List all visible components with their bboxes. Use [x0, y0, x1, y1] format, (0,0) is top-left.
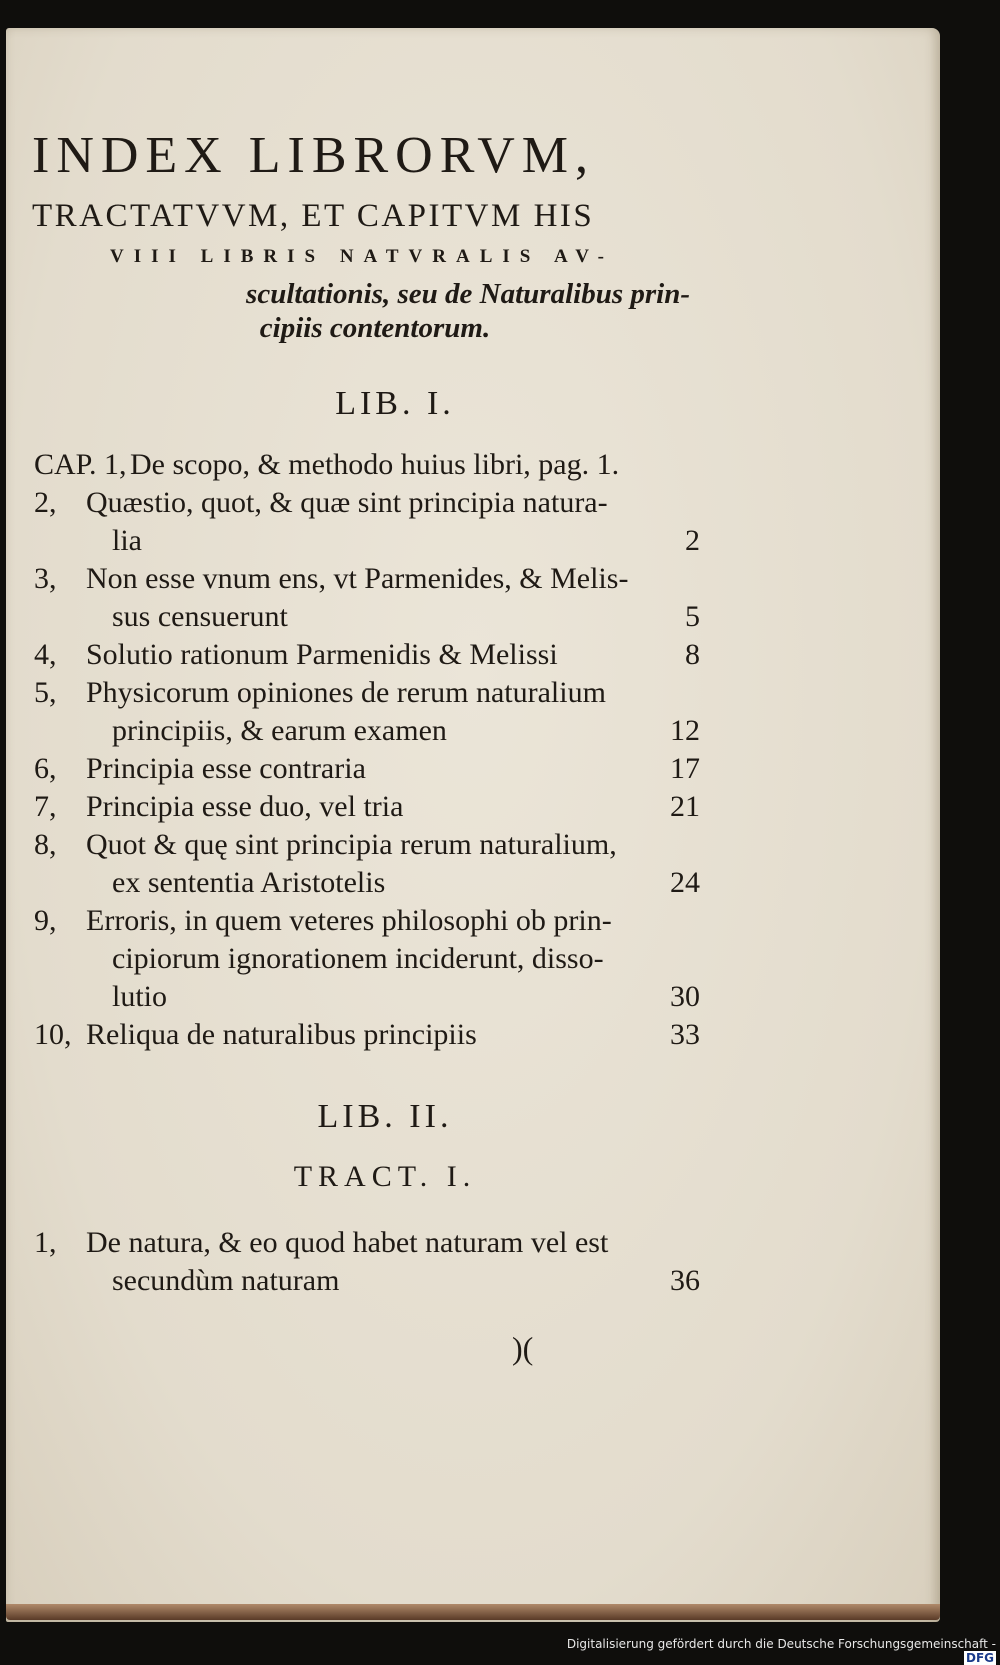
toc-entry	[34, 674, 694, 712]
book-2-heading: LIB. II.	[317, 1098, 453, 1135]
entry-page: 2	[685, 524, 700, 557]
entry-page: 33	[670, 1018, 700, 1051]
entry-title: Quot & quę sint principia rerum naturalium,	[86, 828, 617, 861]
entry-number: CAP. 1,	[34, 448, 127, 481]
header-line-1: INDEX LIBRORVM,	[32, 127, 596, 184]
entry-page: 21	[670, 790, 700, 823]
toc-entry	[34, 636, 700, 674]
entry-number: 5,	[34, 676, 57, 709]
entry-page: 30	[670, 980, 700, 1013]
toc-entry-continuation	[34, 978, 700, 1016]
entry-title: Principia esse duo, vel tria	[86, 790, 404, 823]
toc-entry	[34, 902, 694, 940]
header-line-5: cipiis contentorum.	[259, 312, 491, 344]
entry-number: 9,	[34, 904, 57, 937]
entry-number: 2,	[34, 486, 57, 519]
entry-continuation: lia	[112, 524, 142, 557]
entry-number: 1,	[34, 1226, 57, 1259]
entry-continuation: principiis, & earum examen	[112, 714, 447, 747]
toc-entry	[34, 1016, 700, 1054]
toc-entry	[34, 446, 694, 484]
entry-title: Physicorum opiniones de rerum naturalium	[86, 676, 606, 709]
header-line-3: VIII LIBRIS NATVRALIS AV-	[110, 246, 614, 267]
header-line-4: scultationis, seu de Naturalibus prin-	[246, 278, 690, 310]
entry-page: 5	[685, 600, 700, 633]
dfg-logo: DFG	[965, 1651, 994, 1665]
toc-entry-continuation	[34, 940, 694, 978]
entry-number: 6,	[34, 752, 57, 785]
entry-number: 3,	[34, 562, 57, 595]
entry-number: 7,	[34, 790, 57, 823]
entry-title: Solutio rationum Parmenidis & Melissi	[86, 638, 558, 671]
toc-entry-continuation	[34, 598, 700, 636]
book-1-toc	[34, 446, 700, 1054]
toc-entry	[34, 750, 700, 788]
header-line-2: TRACTATVVM, ET CAPITVM HIS	[32, 198, 595, 234]
entry-title: Principia esse contraria	[86, 752, 366, 785]
entry-title: De natura, & eo quod habet naturam vel est	[86, 1226, 609, 1259]
toc-entry	[34, 1224, 694, 1262]
entry-title: Erroris, in quem veteres philosophi ob prin-	[86, 904, 612, 937]
toc-entry-continuation	[34, 522, 700, 560]
entry-number: 4,	[34, 638, 57, 671]
digitization-credit	[560, 1637, 1000, 1665]
toc-entry	[34, 484, 694, 522]
entry-continuation: secundùm naturam	[112, 1264, 340, 1297]
entry-continuation: cipiorum ignorationem inciderunt, disso-	[112, 942, 604, 975]
entry-continuation: lutio	[112, 980, 168, 1013]
entry-continuation: ex sententia Aristotelis	[112, 866, 386, 899]
book-1-heading: LIB. I.	[335, 385, 455, 422]
entry-page: 24	[670, 866, 700, 899]
toc-entry-continuation	[34, 1262, 700, 1300]
entry-title: Reliqua de naturalibus principiis	[86, 1018, 477, 1051]
entry-page: 36	[670, 1264, 700, 1297]
toc-entry-continuation	[34, 712, 700, 750]
entry-title: Quæstio, quot, & quæ sint principia natura-	[86, 486, 608, 519]
signature-mark: )(	[512, 1330, 534, 1366]
entry-page: 8	[685, 638, 700, 671]
entry-page: 12	[670, 714, 700, 747]
toc-entry	[34, 788, 700, 826]
entry-number: 8,	[34, 828, 57, 861]
tract-heading: TRACT. I.	[293, 1160, 477, 1193]
entry-number: 10,	[34, 1018, 72, 1051]
entry-page: 17	[670, 752, 700, 785]
entry-title: De scopo, & methodo huius libri, pag. 1.	[130, 448, 620, 481]
entry-continuation: sus censuerunt	[112, 600, 288, 633]
entry-title: Non esse vnum ens, vt Parmenides, & Melis-	[86, 562, 629, 595]
toc-entry	[34, 826, 694, 864]
credit-text: Digitalisierung gefördert durch die Deutsche Forschungsgemeinschaft -	[566, 1637, 996, 1651]
toc-entry	[34, 560, 694, 598]
book-2-toc	[34, 1224, 700, 1300]
toc-entry-continuation	[34, 864, 700, 902]
page-edge	[6, 1604, 940, 1620]
